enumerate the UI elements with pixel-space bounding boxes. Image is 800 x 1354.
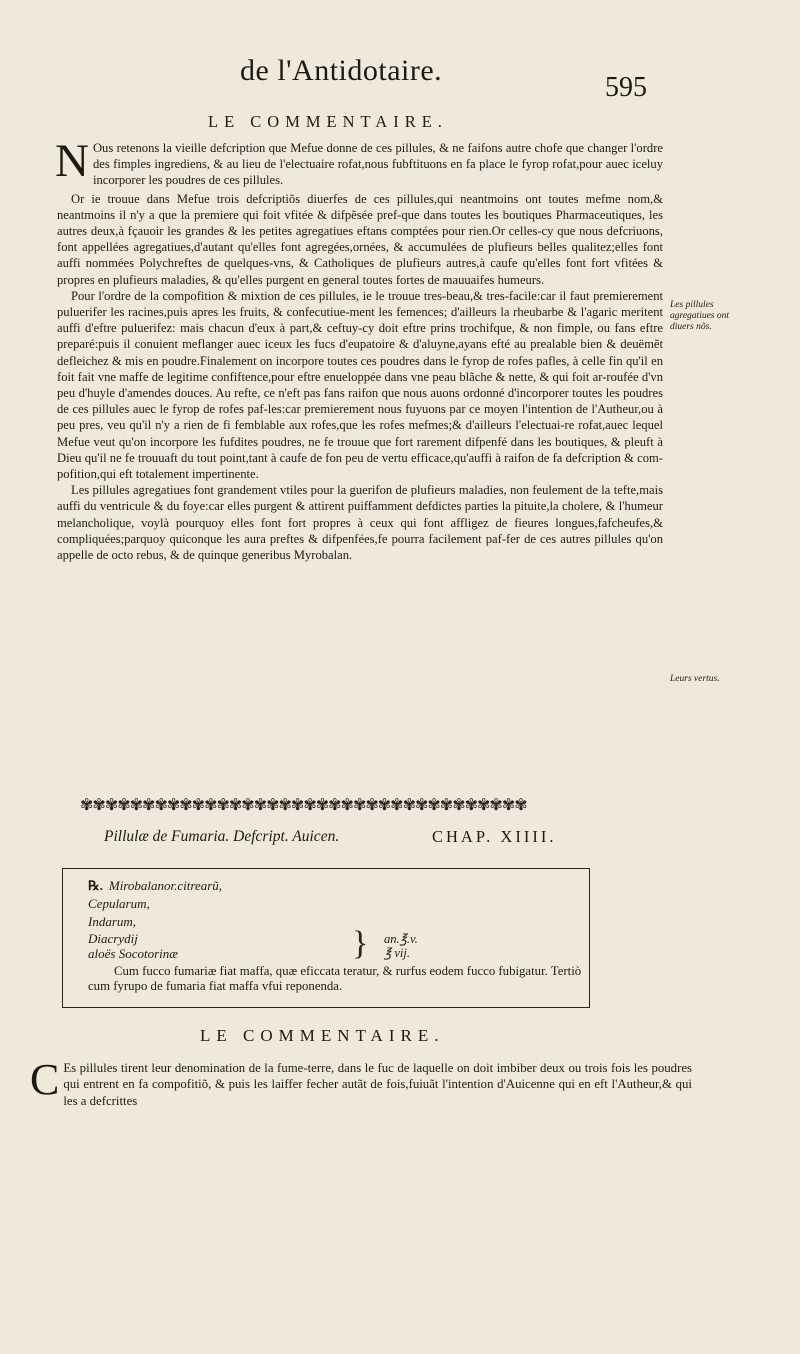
paragraph-3: Pour l'ordre de la compofition & mixtion de ces pillules, ie le trouue tres-beau,& tres-facile:car il faut premierement puluerifer les racines,puis apres les fruits, & confecutiue-ment les femences; d'ailleurs la rheubarbe & l'agaric meritent auffi d'eftre puluerifez: mais chacun d'eux à part,& ceftuy-cy doit eftre prins trochifque, & non fimple, ou fans eftre preparé:puis il conuient meflanger auec iceux les fucs d'eupatoire & d'aluyne,ayans efté au prealable bien & deuëmẽt defleichez & mis en poudre.Finalement on incorpore toutes ces poudres dans le fyrop de rofes pafles, à celle fin qu'il en foit fait vne maffe de legitime confiftence,pour eftre enueloppée dans vne peau blãche & nette, & qui foit ar-roufée d'vn peu d'huyle d'amendes douces. Au refte, ce n'eft pas fans raifon que nous auons ordonné d'incorporer toutes les poudres de ces pillules auec le fyrop de rofes paf-les:car premierement nous fuyuons par ce moyen l'intention de l'Autheur,ou à peu pres, veu qu'il n'y a rien de fi femblable aux rofes,que les rofes mefmes;& d'ailleurs l'electuai-re rofat,auec lequel Mefue veut qu'on incorpore les fufdites poudres, ne fe trouue que fort rarement difpenfé dans les boutiques, & pleuft à Dieu qu'il ne fe trouuaft du tout point,tant à caufe de fon peu de vertu efficace,qu'auffi à raifon de fa defcription & com-pofition,qui eft totalement impertinente. bbox=[57, 288, 663, 482]
paragraph-5 bbox=[30, 1055, 692, 1109]
recipe-ingredient bbox=[88, 878, 222, 894]
chapter-label: CHAP. XIIII. bbox=[432, 827, 557, 846]
drop-cap: C bbox=[30, 1055, 60, 1104]
paragraph-1 bbox=[55, 135, 663, 189]
recipe-dose: ℥ vij. bbox=[384, 946, 410, 960]
running-title: de l'Antidotaire. bbox=[240, 54, 443, 87]
recipe-instructions: Cum fucco fumariæ fiat maffa, quæ eficcata teratur, & rurfus eodem fucco fubigatur. Tertiò cum fyrupo de fumaria fiat maffa vfui reponenda. bbox=[88, 963, 582, 993]
ornament-rule: ✾✾✾✾✾✾✾✾✾✾✾✾✾✾✾✾✾✾✾✾✾✾✾✾✾✾✾✾✾✾✾✾✾✾✾✾ bbox=[80, 797, 527, 814]
chapter-title: Pillulæ de Fumaria. Defcript. Auicen. bbox=[104, 828, 340, 845]
recipe-dose: an.℥.v. bbox=[384, 932, 418, 946]
section-heading: LE COMMENTAIRE. bbox=[208, 112, 448, 131]
recipe-symbol-icon: ℞. bbox=[88, 878, 103, 893]
paragraph-4: Les pillules agregatiues font grandement vtiles pour la guerifon de plufieurs maladies, non feulement de la tefte,mais auffi du ventricule & du foye:car elles purgent & attirent puiffamment defdictes parties la pituite,la cholere, & l'humeur melancholique, voylà pourquoy elles font fort propres à ceux qui font affligez de fieures longues,fafcheufes,& compliquées;parquoy quiconque les aura preftes & difpenfées,fe pourra facilement paf-fer de ces autres pillules qu'on appelle de octo rebus, & de quinque generibus Myrobalan. bbox=[57, 483, 663, 563]
paragraph-text: Ous retenons la vieille defcription que Mefue donne de ces pillules, & ne faifons autre chofe que changer l'ordre des fimples ingrediens, & au lieu de l'electuaire rofat,nous fubftituons en fa place le fyrop rofat,pour auec iceluy incorporer les poudres de ces pillules. bbox=[92, 141, 663, 188]
commentary-body-2 bbox=[30, 1055, 692, 1109]
recipe-text bbox=[88, 948, 588, 995]
recipe-ingredient: Indarum, bbox=[88, 914, 137, 929]
recipe-ingredient: Diacrydij bbox=[88, 931, 138, 946]
paragraph-2: Or ie trouue dans Mefue trois defcriptiõs diuerfes de ces pillules,qui neantmoins ont toutes mefme nom,& neantmoins il n'y a que la premiere qui foit vfitée & difpẽsée pref-que dans toutes les boutiques Pharmaceutiques, les autres deux,à fçauoir les grandes & les petites agregatiues eftans comptées pour rien.Or celles-cy que nous defcriuons, font appellées agregatiues,d'autant qu'elles font agregées,ornées, & accumulées de plufieurs belles qualitez;elles font auffi nommées Polychreftes de quelques-vns, & Catholiques de plufieurs autres,à caufe qu'elles font fort vfitées & propres en plufieurs maladies, & qu'elles purgent en general toutes fortes de mauuaifes humeurs. bbox=[57, 191, 663, 287]
margin-note-virtues: Leurs vertus. bbox=[670, 674, 720, 684]
page-number: 595 bbox=[605, 72, 647, 103]
section-heading: LE COMMENTAIRE. bbox=[200, 1026, 445, 1045]
recipe-ingredient: aloës Socotorinæ bbox=[88, 946, 178, 961]
recipe-ingredient: Cepularum, bbox=[88, 896, 150, 911]
brace-mark: } bbox=[352, 925, 369, 962]
drop-cap: N bbox=[55, 135, 89, 187]
commentary-body bbox=[55, 135, 663, 563]
paragraph-text: Es pillules tirent leur denomination de la fume-terre, dans le fuc de laquelle on doit imbiber deux ou trois fois les poudres qui entrent en fa compofitiõ, & puis les laiffer fecher autãt de fois,fuiuãt l'intention d'Auicenne qui en eft l'Autheur,& qui les a defcrittes bbox=[63, 1061, 692, 1108]
running-head bbox=[0, 48, 800, 108]
ingredient-name: Mirobalanor.citrearũ, bbox=[108, 878, 223, 893]
margin-note-names: Les pillules agregatiues ont diuers nõs. bbox=[670, 300, 730, 332]
